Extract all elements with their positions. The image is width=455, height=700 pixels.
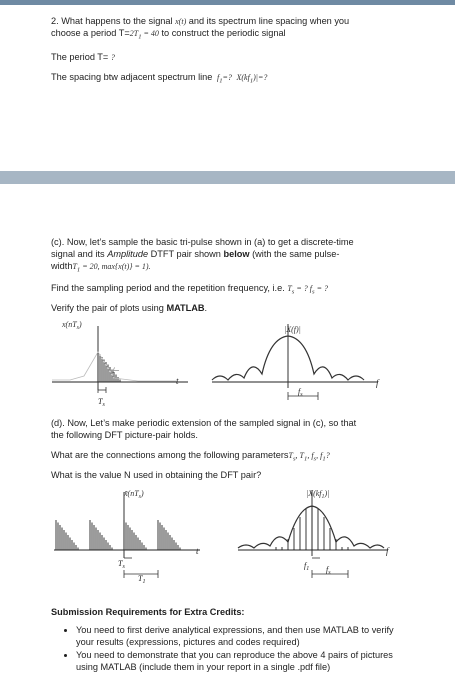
t1-tick-label: $T_1$: [138, 574, 146, 584]
q2-math-period: $2T_1 = 40$: [129, 29, 159, 41]
c-width-math: $T_1 = 20$, max{x(t)} = 1).: [72, 262, 151, 274]
fs-tick-label: $f_s$: [326, 565, 331, 576]
period-label: The period T=: [51, 52, 109, 62]
dft-stem-group: [276, 506, 348, 550]
d-line-1: (d). Now, Let’s make periodic extension of the sampled signal in (c), so that: [51, 418, 357, 428]
c-line-1: (c). Now, let’s sample the basic tri-pulse shown in (a) to get a discrete-time: [51, 237, 354, 247]
q2-text: choose a period T=: [51, 28, 130, 38]
q2-line-2: [51, 27, 286, 44]
period-value: ?: [110, 53, 115, 62]
c-amplitude: Amplitude: [107, 249, 149, 259]
stem-group: [56, 520, 182, 550]
c-line-3: widthT$_1$ = 20, max{x(t)} = 1).: [51, 261, 151, 274]
d-connections-line: What are the connections among the following parametersT$_s$, $T_1$, $f_s$, $f_1$?: [51, 450, 330, 463]
x-kf1-label: $|X(kf_1)|$: [306, 489, 330, 500]
d-line-2: the following DFT picture-pair holds.: [51, 430, 198, 440]
q2-text: 2. What happens to the signal: [51, 16, 173, 26]
q2-math-signal: x(t): [175, 17, 187, 26]
spacing-label: The spacing btw adjacent spectrum line: [51, 72, 213, 82]
figure-d: [48, 486, 408, 584]
q2-text: to construct the periodic signal: [161, 28, 286, 38]
x-nts-label: $x(nT_s)$: [62, 320, 82, 331]
submission-title: Submission Requirements for Extra Credits:: [51, 607, 245, 617]
axis-arrow-label: f: [376, 378, 379, 388]
submission-list: [58, 624, 403, 674]
figure-d-right-plot: [238, 489, 390, 578]
figure-c-right-plot: [212, 324, 380, 400]
figure-c-left-plot: [52, 320, 188, 408]
axis-arrow: t: [196, 546, 199, 556]
q2-spacing-line: [51, 71, 267, 88]
d-conn-math: $T_s$, $T_1$, $f_s$, $f_1$?: [288, 451, 330, 463]
spacing-math-f1: $f_1=$?: [216, 73, 232, 85]
submission-item: • You need to demonstrate that you can reproduce the above 4 pairs of pictures using MATLAB (include them in your report in a single .pdf file): [76, 649, 403, 673]
axis-arrow-label: f: [386, 546, 389, 556]
figure-c: [48, 318, 408, 413]
axis-arrow: t: [176, 376, 179, 386]
spacing-math-x: $X(kf_1)|=$?: [236, 73, 268, 85]
q2-period-line: [51, 51, 115, 64]
x-f-label: |X(f)|: [284, 325, 301, 334]
d-n-question: What is the value N used in obtaining the DFT pair?: [51, 470, 262, 480]
section-separator: [0, 171, 455, 184]
c-line-2: signal and its Amplitude DTFT pair shown below (with the same pulse-: [51, 249, 340, 259]
figure-d-left-plot: [54, 489, 200, 584]
c-verify-line: Verify the pair of plots using MATLAB.: [51, 303, 208, 313]
x-periodic-label: $x̃(nT_s)$: [124, 489, 144, 500]
fs-tick-label: $f_s$: [298, 387, 303, 398]
axis-tick: ⊢: [112, 366, 119, 375]
ts-tick-label: $T_s$: [98, 397, 105, 408]
q2-text: and its spectrum line spacing when you: [188, 16, 350, 26]
dft-envelope: [238, 506, 384, 548]
ts-tick-label: $T_s$: [118, 559, 125, 570]
c-find-math: $T_s$ = ? $f_s$ = ?: [287, 284, 328, 296]
f1-tick-label: $f_1$: [304, 561, 310, 572]
c-find-line: Find the sampling period and the repetition frequency, i.e. $T_s$ = ? $f_s$ = ?: [51, 283, 328, 296]
c-matlab: MATLAB: [166, 303, 205, 313]
submission-item: • You need to first derive analytical expressions, and then use MATLAB to verify your results (expressions, pictures and codes required): [76, 624, 403, 648]
top-rule: [0, 0, 455, 5]
submission-items: [58, 624, 403, 673]
c-below: below: [223, 249, 250, 259]
